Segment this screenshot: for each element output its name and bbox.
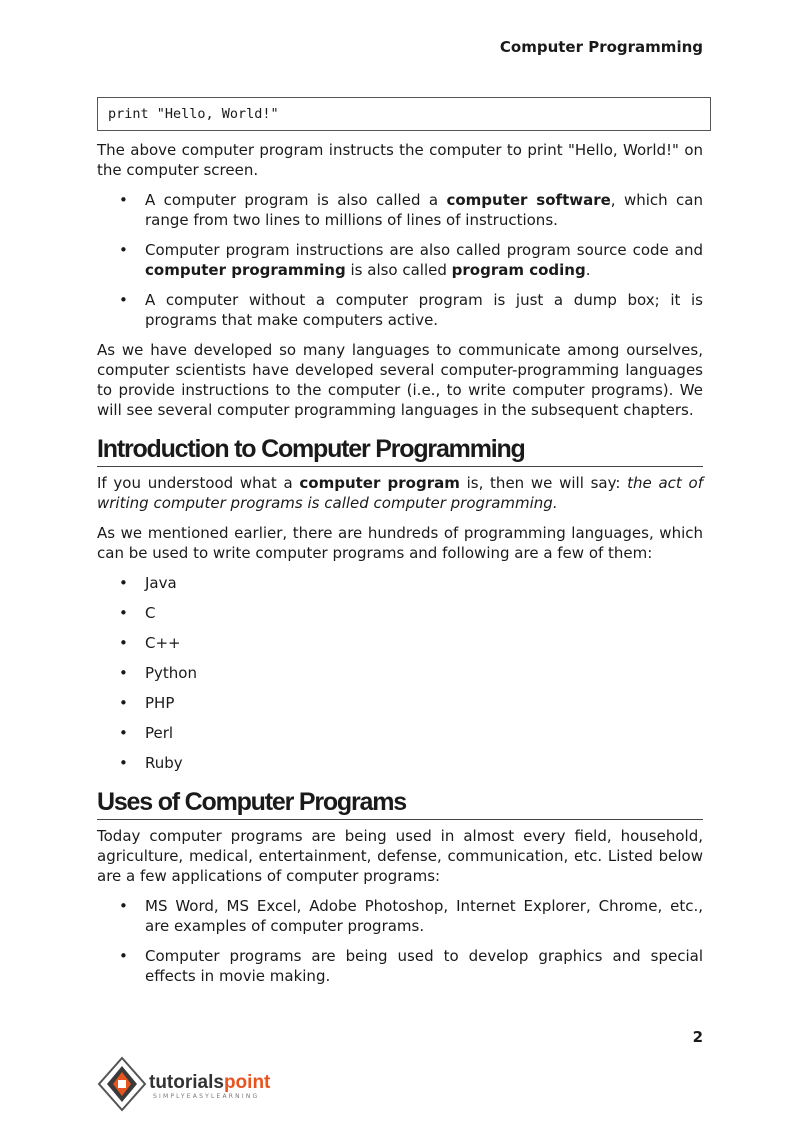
logo-emblem-icon (97, 1056, 147, 1112)
list-item: • Computer program instructions are also called program source code and computer programming is also called program coding. (97, 240, 703, 280)
uses-list (97, 896, 703, 986)
list-item: • A computer program is also called a computer software, which can range from two lines to millions of lines of instructions. (97, 190, 703, 230)
list-item: • C++ (97, 633, 703, 653)
section-heading-introduction: Introduction to Computer Programming (97, 434, 703, 467)
intro-paragraph: The above computer program instructs the computer to print "Hello, World!" on the computer screen. (97, 141, 703, 179)
list-item: • PHP (97, 693, 703, 713)
list-item: • A computer without a computer program is just a dump box; it is programs that make computers active. (97, 290, 703, 330)
languages-intro-paragraph: As we mentioned earlier, there are hundreds of programming languages, which can be used to write computer programs and following are a few of them: (97, 524, 703, 562)
languages-paragraph: As we have developed so many languages to communicate among ourselves, computer scientists have developed several computer-programming languages to provide instructions to the computer (i.e., to write computer programs). We will see several computer programming languages in the subsequent chapters. (97, 341, 703, 419)
logo-wordmark: tutorialspoint (149, 1072, 271, 1093)
code-line: print "Hello, World!" (108, 106, 279, 122)
code-block (97, 97, 711, 131)
list-item: • Perl (97, 723, 703, 743)
definition-paragraph: If you understood what a computer program is, then we will say: the act of writing computer programs is called computer programming. (97, 474, 703, 512)
list-item: • C (97, 603, 703, 623)
language-list (97, 573, 703, 773)
list-item: • Python (97, 663, 703, 683)
list-item: • Ruby (97, 753, 703, 773)
running-header: Computer Programming (499, 38, 703, 56)
list-item: • MS Word, MS Excel, Adobe Photoshop, Internet Explorer, Chrome, etc., are examples of computer programs. (97, 896, 703, 936)
page-number: 2 (692, 1028, 703, 1046)
document-body (97, 140, 703, 996)
tutorialspoint-logo (97, 1056, 297, 1116)
logo-tagline: SIMPLYEASYLEARNING (153, 1093, 260, 1100)
section-heading-uses: Uses of Computer Programs (97, 787, 703, 820)
uses-paragraph: Today computer programs are being used in almost every field, household, agriculture, medical, entertainment, defense, communication, etc. Listed below are a few applications of computer programs: (97, 827, 703, 885)
definition-bullet-list (97, 190, 703, 330)
list-item: • Computer programs are being used to develop graphics and special effects in movie making. (97, 946, 703, 986)
list-item: • Java (97, 573, 703, 593)
